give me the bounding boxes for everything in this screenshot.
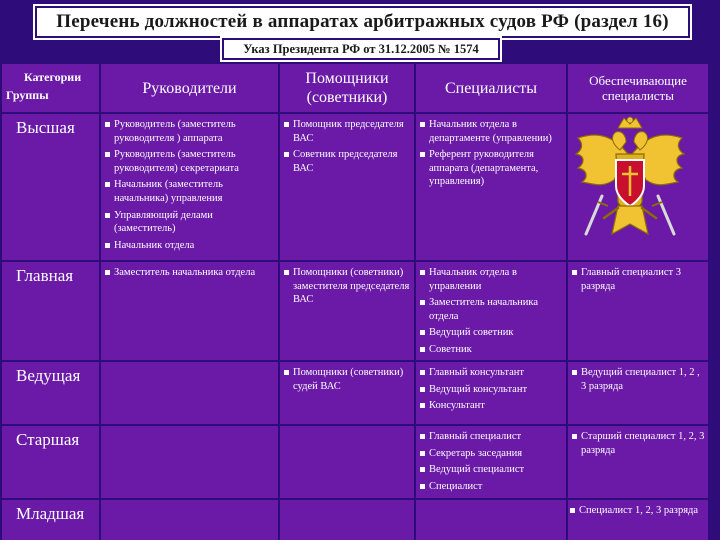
cell-leading-assistants bbox=[280, 362, 414, 424]
row-label-junior: Младшая bbox=[2, 500, 99, 540]
cell-junior-assistants bbox=[280, 500, 414, 540]
list-item: Начальник отдела в управлении bbox=[420, 266, 564, 293]
list-item: Начальник отдела bbox=[105, 239, 276, 253]
title-text: Перечень должностей в аппаратах арбитражных судов РФ (раздел 16) bbox=[56, 11, 669, 32]
cell-junior-support bbox=[568, 500, 708, 540]
header-specialists: Специалисты bbox=[416, 64, 566, 112]
cell-main-support bbox=[568, 262, 708, 360]
row-label-highest: Высшая bbox=[2, 114, 99, 260]
list-item: Референт руководителя аппарата (департамента, управления) bbox=[420, 148, 564, 189]
list-item: Ведущий советник bbox=[420, 326, 564, 340]
header-group-label: Группы bbox=[6, 88, 49, 102]
list-item: Помощники (советники) судей ВАС bbox=[284, 366, 412, 393]
decree-label bbox=[222, 38, 500, 60]
list-item: Специалист 1, 2, 3 разряда bbox=[570, 504, 706, 518]
header-category bbox=[2, 64, 99, 112]
header-managers: Руководители bbox=[101, 64, 278, 112]
cell-senior-specialists bbox=[416, 426, 566, 498]
list-item: Ведущий консультант bbox=[420, 383, 564, 397]
row-label-senior: Старшая bbox=[2, 426, 99, 498]
list-item: Секретарь заседания bbox=[420, 447, 564, 461]
list-item: Главный консультант bbox=[420, 366, 564, 380]
list-item: Помощник председателя ВАС bbox=[284, 118, 412, 145]
cell-main-managers bbox=[101, 262, 278, 360]
row-label-main: Главная bbox=[2, 262, 99, 360]
cell-highest-specialists bbox=[416, 114, 566, 260]
cell-leading-managers bbox=[101, 362, 278, 424]
list-item: Управляющий делами (заместитель) bbox=[105, 209, 276, 236]
cell-highest-assistants bbox=[280, 114, 414, 260]
list-item: Специалист bbox=[420, 480, 564, 494]
list-item: Начальник отдела в департаменте (управлении) bbox=[420, 118, 564, 145]
page-title bbox=[35, 6, 690, 38]
row-label-leading: Ведущая bbox=[2, 362, 99, 424]
cell-junior-managers bbox=[101, 500, 278, 540]
list-item: Главный специалист 3 разряда bbox=[572, 266, 706, 293]
list-item: Ведущий специалист 1, 2 , 3 разряда bbox=[572, 366, 706, 393]
list-item: Главный специалист bbox=[420, 430, 564, 444]
header-assistants: Помощники (советники) bbox=[280, 64, 414, 112]
list-item: Заместитель начальника отдела bbox=[420, 296, 564, 323]
list-item: Старший специалист 1, 2, 3 разряда bbox=[572, 430, 706, 457]
cell-senior-support bbox=[568, 426, 708, 498]
list-item: Начальник (заместитель начальника) управления bbox=[105, 178, 276, 205]
header-category-label: Категории bbox=[24, 70, 82, 84]
list-item: Консультант bbox=[420, 399, 564, 413]
list-item: Руководитель (заместитель руководителя ) аппарата bbox=[105, 118, 276, 145]
cell-senior-assistants bbox=[280, 426, 414, 498]
cell-leading-support bbox=[568, 362, 708, 424]
list-item: Ведущий специалист bbox=[420, 463, 564, 477]
cell-junior-specialists bbox=[416, 500, 566, 540]
cell-main-assistants bbox=[280, 262, 414, 360]
list-item: Помощники (советники) заместителя председателя ВАС bbox=[284, 266, 412, 307]
cell-main-specialists bbox=[416, 262, 566, 360]
cell-highest-managers bbox=[101, 114, 278, 260]
list-item: Руководитель (заместитель руководителя) секретариата bbox=[105, 148, 276, 175]
header-support-specialists: Обеспечивающие специалисты bbox=[568, 64, 708, 112]
decree-text: Указ Президента РФ от 31.12.2005 № 1574 bbox=[243, 41, 479, 56]
double-headed-eagle-emblem-icon bbox=[572, 114, 688, 246]
cell-leading-specialists bbox=[416, 362, 566, 424]
list-item: Заместитель начальника отдела bbox=[105, 266, 276, 280]
list-item: Советник bbox=[420, 343, 564, 357]
cell-senior-managers bbox=[101, 426, 278, 498]
list-item: Советник председателя ВАС bbox=[284, 148, 412, 175]
